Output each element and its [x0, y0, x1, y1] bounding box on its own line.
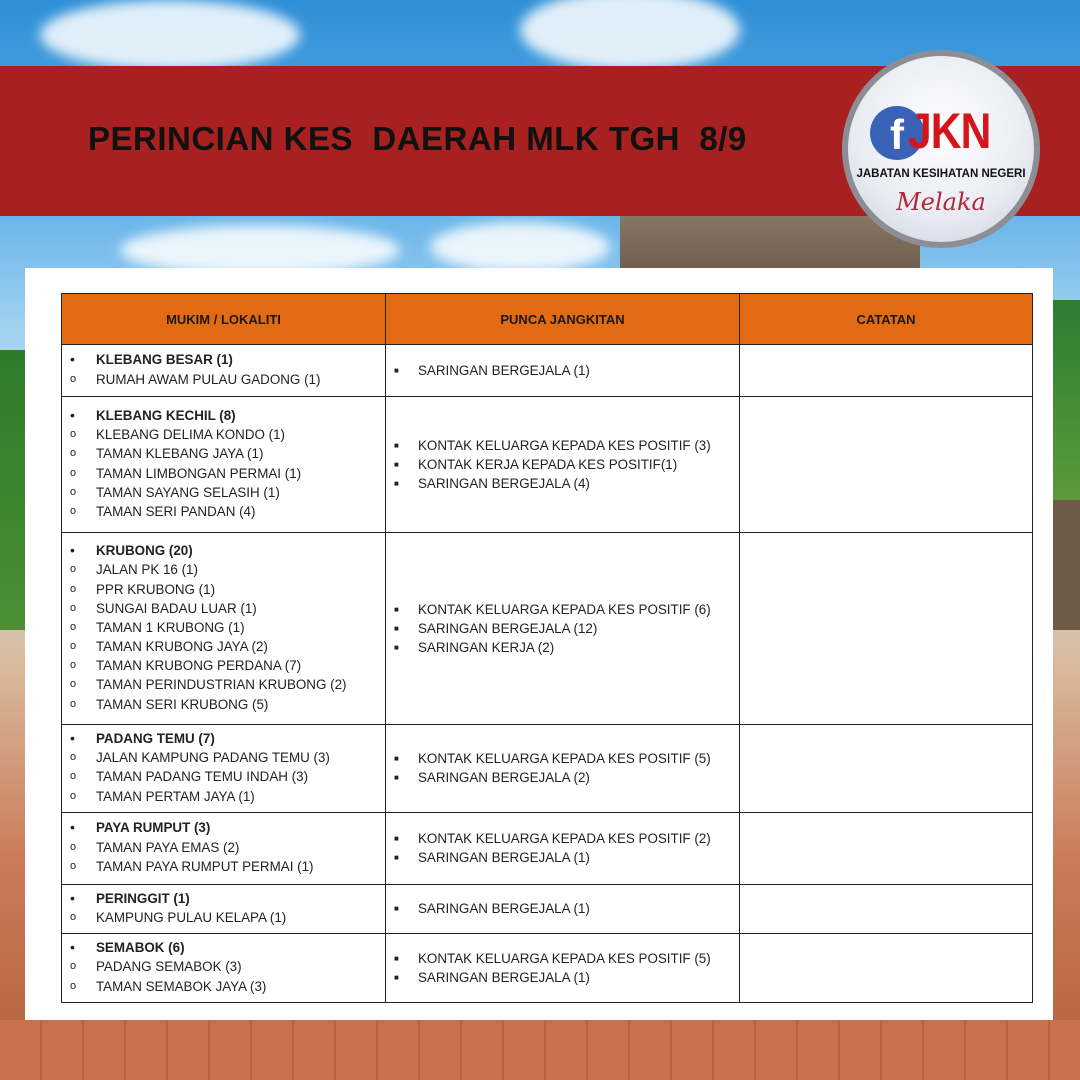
table-row: [62, 934, 1033, 1003]
circle-bullet-icon: o: [70, 447, 77, 460]
locality-name: RUMAH AWAM PULAU GADONG (1): [96, 371, 321, 387]
facebook-icon: f: [870, 106, 924, 160]
locality-name: TAMAN SERI KRUBONG (5): [96, 696, 269, 712]
locality-name: TAMAN PERTAM JAYA (1): [96, 788, 255, 804]
locality-name: JALAN PK 16 (1): [96, 562, 198, 578]
circle-bullet-icon: o: [70, 659, 77, 672]
circle-bullet-icon: o: [70, 582, 77, 595]
locality-name: TAMAN PADANG TEMU INDAH (3): [96, 769, 309, 785]
mukim-name: SEMABOK (6): [96, 940, 185, 956]
background-ruin: [1052, 500, 1080, 630]
locality-name: TAMAN KLEBANG JAYA (1): [96, 446, 264, 462]
square-bullet-icon: ■: [394, 479, 399, 489]
mukim-name: PAYA RUMPUT (3): [96, 820, 211, 836]
punca-cell: [386, 345, 740, 397]
punca-cell: [386, 884, 740, 933]
circle-bullet-icon: o: [70, 601, 77, 614]
locality-name: KLEBANG DELIMA KONDO (1): [96, 427, 286, 443]
locality-name: TAMAN PERINDUSTRIAN KRUBONG (2): [96, 677, 347, 693]
locality-name: TAMAN SERI PANDAN (4): [96, 503, 256, 519]
catatan-cell: [740, 725, 1033, 813]
content-card: [25, 268, 1053, 1020]
bullet-icon: •: [70, 730, 75, 746]
catatan-cell: [740, 934, 1033, 1003]
square-bullet-icon: ■: [394, 754, 399, 764]
circle-bullet-icon: o: [70, 504, 77, 517]
catatan-cell: [740, 812, 1033, 884]
square-bullet-icon: ■: [394, 972, 399, 982]
catatan-cell: [740, 345, 1033, 397]
background-cloud: [520, 0, 740, 70]
square-bullet-icon: ■: [394, 904, 399, 914]
background-tree: [0, 350, 26, 630]
circle-bullet-icon: o: [70, 840, 77, 853]
locality-name: TAMAN LIMBONGAN PERMAI (1): [96, 465, 302, 481]
circle-bullet-icon: o: [70, 372, 77, 385]
punca-cell: [386, 533, 740, 725]
circle-bullet-icon: o: [70, 428, 77, 441]
circle-bullet-icon: o: [70, 770, 77, 783]
mukim-cell: [62, 725, 386, 813]
table-row: [62, 725, 1033, 813]
case-table: [61, 293, 1033, 1003]
circle-bullet-icon: o: [70, 859, 77, 872]
background-tree: [1052, 300, 1080, 500]
circle-bullet-icon: o: [70, 751, 77, 764]
catatan-cell: [740, 397, 1033, 533]
square-bullet-icon: ■: [394, 834, 399, 844]
mukim-cell: [62, 345, 386, 397]
logo-face: [848, 56, 1034, 242]
column-header-catatan: CATATAN: [740, 294, 1033, 345]
table-row: [62, 397, 1033, 533]
punca-cell: [386, 725, 740, 813]
locality-name: TAMAN PAYA RUMPUT PERMAI (1): [96, 858, 314, 874]
mukim-name: KLEBANG KECHIL (8): [96, 407, 236, 423]
bullet-icon: •: [70, 939, 75, 956]
circle-bullet-icon: o: [70, 960, 77, 973]
locality-name: TAMAN KRUBONG JAYA (2): [96, 639, 268, 655]
square-bullet-icon: ■: [394, 953, 399, 963]
punca-cell: [386, 397, 740, 533]
circle-bullet-icon: o: [70, 789, 77, 802]
background-cloud: [40, 0, 300, 70]
table-header-row: [62, 294, 1033, 345]
square-bullet-icon: ■: [394, 643, 399, 653]
mukim-name: KRUBONG (20): [96, 543, 193, 559]
infection-source: SARINGAN BERGEJALA (2): [418, 770, 590, 786]
infection-source: KONTAK KELUARGA KEPADA KES POSITIF (6): [418, 601, 711, 617]
infection-source: SARINGAN BERGEJALA (1): [418, 362, 590, 378]
table-row: [62, 812, 1033, 884]
bullet-icon: •: [70, 406, 75, 423]
table-row: [62, 884, 1033, 933]
circle-bullet-icon: o: [70, 563, 77, 576]
background-pavement: [0, 1020, 1080, 1080]
jkn-logo: [842, 50, 1040, 248]
locality-name: SUNGAI BADAU LUAR (1): [96, 600, 257, 616]
punca-cell: [386, 934, 740, 1003]
circle-bullet-icon: o: [70, 678, 77, 691]
locality-name: TAMAN PAYA EMAS (2): [96, 839, 240, 855]
bullet-icon: •: [70, 542, 75, 559]
infection-source: KONTAK KERJA KEPADA KES POSITIF(1): [418, 456, 678, 472]
locality-name: KAMPUNG PULAU KELAPA (1): [96, 909, 287, 925]
infection-source: KONTAK KELUARGA KEPADA KES POSITIF (3): [418, 437, 711, 453]
column-header-punca: PUNCA JANGKITAN: [386, 294, 740, 345]
locality-name: PPR KRUBONG (1): [96, 581, 216, 597]
logo-abbr: JKN: [908, 103, 991, 159]
square-bullet-icon: ■: [394, 604, 399, 614]
infection-source: KONTAK KELUARGA KEPADA KES POSITIF (2): [418, 831, 711, 847]
circle-bullet-icon: o: [70, 697, 77, 710]
square-bullet-icon: ■: [394, 853, 399, 863]
square-bullet-icon: ■: [394, 773, 399, 783]
square-bullet-icon: ■: [394, 440, 399, 450]
bullet-icon: •: [70, 351, 75, 368]
bullet-icon: •: [70, 889, 75, 906]
infection-source: SARINGAN KERJA (2): [418, 640, 555, 656]
mukim-cell: [62, 884, 386, 933]
punca-cell: [386, 812, 740, 884]
bullet-icon: •: [70, 819, 75, 836]
table-body: [62, 345, 1033, 1003]
table-row: [62, 345, 1033, 397]
circle-bullet-icon: o: [70, 620, 77, 633]
infection-source: KONTAK KELUARGA KEPADA KES POSITIF (5): [418, 751, 711, 767]
mukim-cell: [62, 934, 386, 1003]
logo-script: Melaka: [896, 188, 986, 216]
square-bullet-icon: ■: [394, 623, 399, 633]
catatan-cell: [740, 884, 1033, 933]
infection-source: SARINGAN BERGEJALA (4): [418, 476, 590, 492]
circle-bullet-icon: o: [70, 485, 77, 498]
locality-name: TAMAN KRUBONG PERDANA (7): [96, 658, 302, 674]
locality-name: PADANG SEMABOK (3): [96, 959, 242, 975]
table-row: [62, 533, 1033, 725]
mukim-cell: [62, 812, 386, 884]
mukim-name: PADANG TEMU (7): [96, 731, 215, 746]
locality-name: TAMAN SEMABOK JAYA (3): [96, 978, 267, 994]
locality-name: TAMAN 1 KRUBONG (1): [96, 619, 245, 635]
catatan-cell: [740, 533, 1033, 725]
circle-bullet-icon: o: [70, 640, 77, 653]
mukim-cell: [62, 397, 386, 533]
infection-source: SARINGAN BERGEJALA (12): [418, 620, 598, 636]
infection-source: SARINGAN BERGEJALA (1): [418, 901, 590, 917]
circle-bullet-icon: o: [70, 910, 77, 923]
circle-bullet-icon: o: [70, 466, 77, 479]
square-bullet-icon: ■: [394, 365, 399, 375]
square-bullet-icon: ■: [394, 459, 399, 469]
mukim-name: KLEBANG BESAR (1): [96, 352, 233, 368]
column-header-mukim: MUKIM / LOKALITI: [62, 294, 386, 345]
infection-source: SARINGAN BERGEJALA (1): [418, 969, 590, 985]
locality-name: JALAN KAMPUNG PADANG TEMU (3): [96, 750, 330, 766]
page-title: PERINCIAN KES DAERAH MLK TGH 8/9: [88, 120, 747, 157]
locality-name: TAMAN SAYANG SELASIH (1): [96, 484, 280, 500]
background-cloud: [430, 222, 610, 272]
circle-bullet-icon: o: [70, 979, 77, 992]
infection-source: SARINGAN BERGEJALA (1): [418, 850, 590, 866]
mukim-cell: [62, 533, 386, 725]
logo-full-name: JABATAN KESIHATAN NEGERI: [856, 168, 1026, 180]
mukim-name: PERINGGIT (1): [96, 890, 190, 906]
infection-source: KONTAK KELUARGA KEPADA KES POSITIF (5): [418, 950, 711, 966]
